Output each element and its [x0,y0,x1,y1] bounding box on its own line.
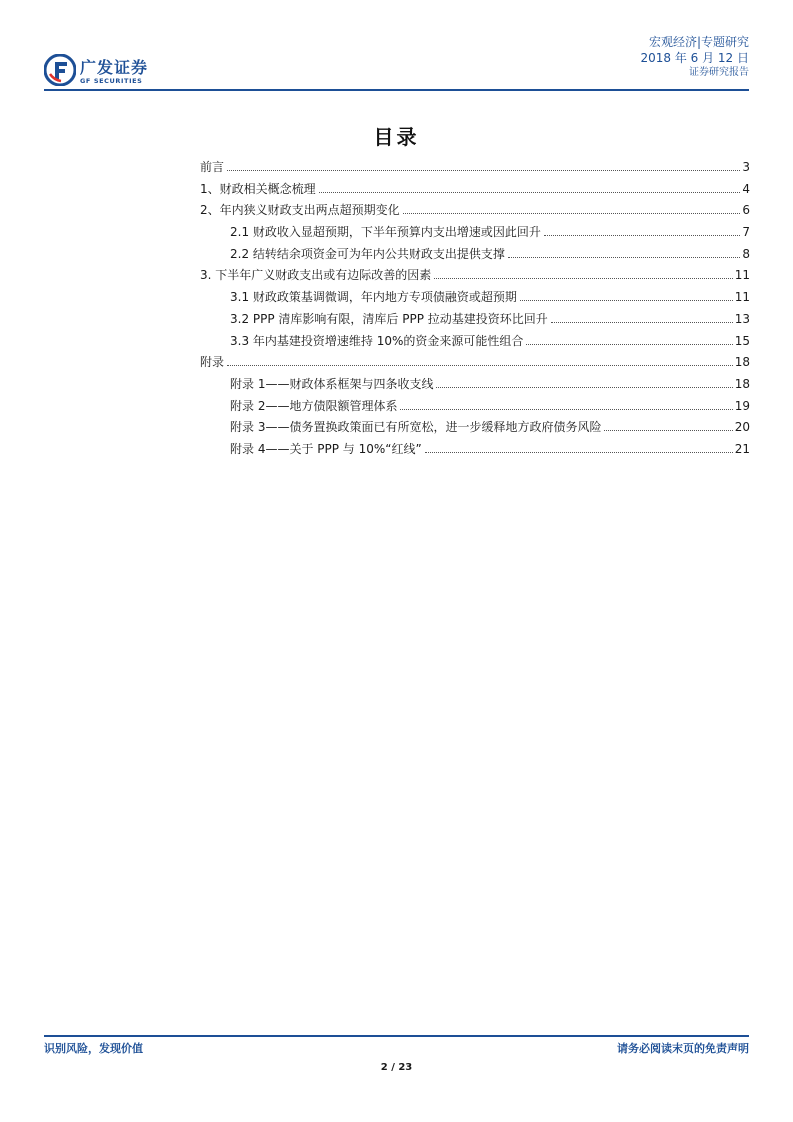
toc-entry-label: 2、年内狭义财政支出两点超预期变化 [200,203,400,218]
toc-entry-page: 21 [734,441,750,456]
toc-entry[interactable] [200,310,750,332]
toc-leader-dots [227,170,740,171]
toc-entry-label: 前言 [200,160,225,174]
page-header [0,0,793,100]
toc-entry-page: 8 [742,246,750,261]
toc-entry-label: 3.2 PPP 清库影响有限，清库后 PPP 拉动基建投资环比回升 [230,311,548,326]
toc-entry-label: 附录 [200,355,225,370]
toc-entry-label: 2.1 财政收入显超预期，下半年预算内支出增速或因此回升 [230,225,541,240]
toc-leader-dots [544,235,740,236]
toc-entry-page: 6 [742,203,750,218]
toc-entry-page: 19 [734,398,750,413]
footer-divider [44,1035,749,1037]
toc-leader-dots [227,365,733,366]
toc-entry-page: 15 [734,333,750,348]
footer-disclaimer: 请务必阅读末页的免责声明 [617,1042,749,1055]
toc-entry-page: 7 [742,225,750,240]
toc-entry-page: 3 [742,160,750,174]
toc-entry[interactable] [200,375,750,397]
toc-entry-page: 18 [734,355,750,370]
toc-leader-dots [434,278,732,279]
toc-leader-dots [526,344,732,345]
header-divider [44,89,749,91]
toc-entry[interactable] [200,418,750,440]
toc-entry[interactable] [200,245,750,267]
toc-entry[interactable] [200,288,750,310]
logo-subtitle: GF SECURITIES [80,77,143,85]
header-meta [640,34,749,80]
toc-entry-label: 3.3 年内基建投资增速维持 10%的资金来源可能性组合 [230,333,524,348]
gf-securities-logo [44,54,174,94]
toc-entry[interactable] [200,223,750,245]
toc-entry-page: 18 [734,376,750,391]
toc-leader-dots [319,192,741,193]
toc-entry-label: 3. 下半年广义财政支出或有边际改善的因素 [200,268,432,283]
page-number: 2 / 23 [380,1062,413,1073]
toc-leader-dots [508,257,740,258]
toc-entry-label: 2.2 结转结余项资金可为年内公共财政支出提供支撑 [230,246,505,261]
toc-leader-dots [436,387,732,388]
logo-name: 广发证券 [80,58,149,77]
toc-leader-dots [403,213,741,214]
gf-logo-icon [44,54,76,86]
toc-entry[interactable] [200,266,750,288]
toc-entry-page: 11 [734,290,750,305]
toc-leader-dots [520,300,733,301]
toc-entry-label: 附录 4——关于 PPP 与 10%“红线” [230,441,422,456]
toc-entry-label: 3.1 财政政策基调微调，年内地方专项债融资或超预期 [230,290,517,305]
report-date: 2018 年 6 月 12 日 [640,51,749,65]
toc-entry-page: 20 [734,420,750,435]
toc-entry[interactable] [200,158,750,180]
report-type: 证券研究报告 [689,67,749,78]
toc-entry-label: 1、财政相关概念梳理 [200,181,316,196]
toc-entry-label: 附录 1——财政体系框架与四条收支线 [230,376,434,391]
toc-entry[interactable] [200,332,750,354]
toc-entry[interactable] [200,440,750,462]
toc-leader-dots [604,430,732,431]
toc-entry[interactable] [200,180,750,202]
toc-leader-dots [400,409,732,410]
toc-entry-label: 附录 3——债务置换政策面已有所宽松，进一步缓释地方政府债务风险 [230,420,602,435]
toc-leader-dots [551,322,733,323]
toc-entry-label: 附录 2——地方债限额管理体系 [230,398,398,413]
toc-entry[interactable] [200,353,750,375]
toc-entry[interactable] [200,397,750,419]
toc-entry-page: 4 [742,181,750,196]
toc-entry-page: 11 [734,268,750,283]
footer-slogan: 识别风险，发现价值 [44,1042,143,1055]
toc-entry[interactable] [200,201,750,223]
toc-title: 目录 [373,125,420,149]
table-of-contents [200,158,750,462]
report-category: 宏观经济|专题研究 [648,35,749,49]
toc-leader-dots [425,452,733,453]
toc-entry-page: 13 [734,311,750,326]
